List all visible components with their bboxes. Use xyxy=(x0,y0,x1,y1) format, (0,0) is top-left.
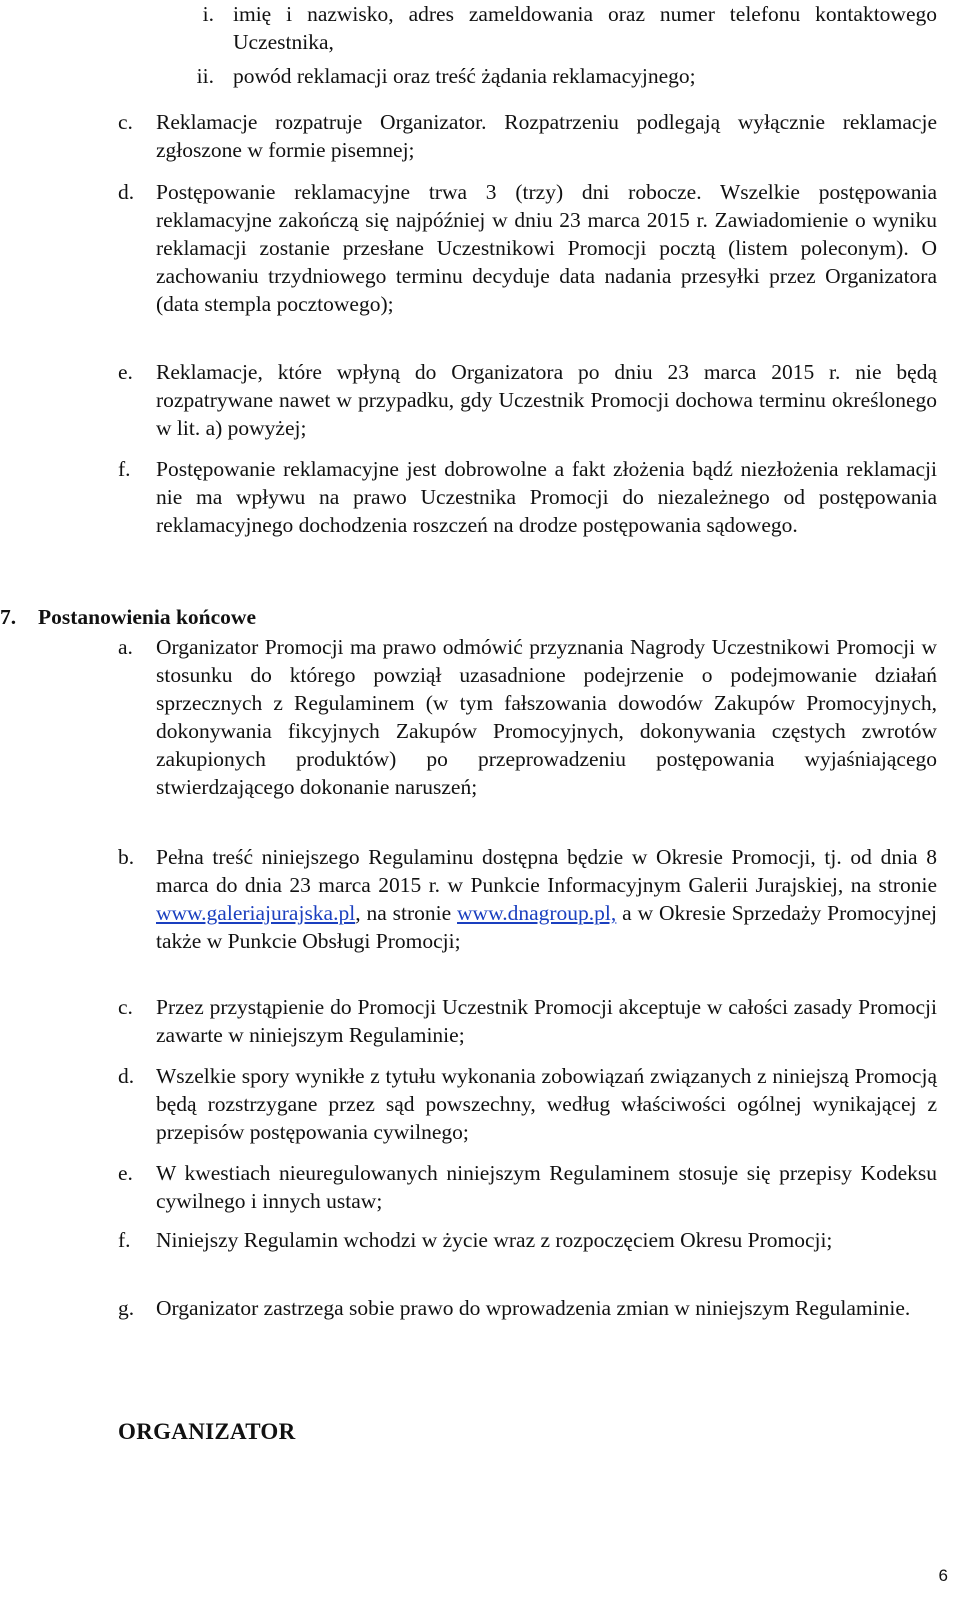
item-b-text-1: Pełna treść niniejszego Regulaminu dostępna będzie w Okresie Promocji, tj. od dnia 8 marca do dnia 23 marca 2015 r. w Punkcie Informacyjnym Galerii Jurajskiej, na stronie xyxy=(156,845,937,897)
list-item-text: Organizator zastrzega sobie prawo do wprowadzenia zmian w niniejszym Regulaminie. xyxy=(156,1296,911,1320)
list-marker: g. xyxy=(118,1296,135,1320)
list-marker: c. xyxy=(118,110,133,134)
list-item-text: W kwestiach nieuregulowanych niniejszym Regulaminem stosuje się przepisy Kodeksu cywilnego i innych ustaw; xyxy=(156,1161,937,1213)
list-item-text xyxy=(156,843,937,955)
page-number: 6 xyxy=(938,1566,948,1585)
list-marker: c. xyxy=(118,995,133,1019)
list-marker: f. xyxy=(118,457,131,481)
organizer-label: ORGANIZATOR xyxy=(118,1419,296,1444)
list-item-text: imię i nazwisko, adres zameldowania oraz numer telefonu kontaktowego Uczestnika, xyxy=(233,2,937,54)
list-item-text: Niniejszy Regulamin wchodzi w życie wraz z rozpoczęciem Okresu Promocji; xyxy=(156,1228,833,1252)
list-marker: e. xyxy=(118,360,133,384)
list-marker: i. xyxy=(202,2,214,26)
list-marker: a. xyxy=(118,635,133,659)
list-marker: b. xyxy=(118,845,135,869)
list-item-text: Reklamacje, które wpłyną do Organizatora po dniu 23 marca 2015 r. nie będą rozpatrywane nawet w przypadku, gdy Uczestnik Promocji dochowa terminu określonego w lit. a) powyżej; xyxy=(156,360,937,440)
section-heading xyxy=(0,603,256,631)
list-item-text: Postępowanie reklamacyjne trwa 3 (trzy) dni robocze. Wszelkie postępowania reklamacyjne zakończą się najpóźniej w dniu 23 marca 2015 r. Zawiadomienie o wyniku reklamacji zostanie przesłane Uczestnikowi Promocji pocztą (listem poleconym). O zachowaniu trzydniowego terminu decyduje data nadania przesyłki przez Organizatora (data stempla pocztowego); xyxy=(156,180,937,316)
galeriajurajska-link[interactable]: www.galeriajurajska.pl xyxy=(156,901,356,925)
section-number: 7. xyxy=(0,605,17,629)
section-title: Postanowienia końcowe xyxy=(38,605,256,629)
list-marker: ii. xyxy=(196,64,214,88)
list-item-text: Wszelkie spory wynikłe z tytułu wykonania zobowiązań związanych z niniejszą Promocją będą rozstrzygane przez sąd powszechny, według właściwości ogólnej wynikającej z przepisów postępowania cywilnego; xyxy=(156,1064,937,1144)
list-marker: e. xyxy=(118,1161,133,1185)
list-marker: d. xyxy=(118,180,135,204)
item-b-text-2: , na stronie xyxy=(355,901,458,925)
list-item-text: Organizator Promocji ma prawo odmówić przyznania Nagrody Uczestnikowi Promocji w stosunku do którego powziął uzasadnione podejrzenie o podejmowanie działań sprzecznych z Regulaminem (w tym fałszowania dowodów Zakupów Promocyjnych, dokonywania fikcyjnych Zakupów Promocyjnych, dokonywania częstych zwrotów zakupionych produktów) po przeprowadzeniu postępowania wyjaśniającego stwierdzającego dokonanie naruszeń; xyxy=(156,635,937,799)
list-item-text: Przez przystąpienie do Promocji Uczestnik Promocji akceptuje w całości zasady Promocji zawarte w niniejszym Regulaminie; xyxy=(156,995,937,1047)
item-b-text-3: a w Okresie Sprzedaży Promocyjnej także w Punkcie Obsługi Promocji; xyxy=(156,901,938,953)
dnagroup-link[interactable]: www.dnagroup.pl, xyxy=(457,901,617,925)
list-marker: d. xyxy=(118,1064,135,1088)
list-item-text: Postępowanie reklamacyjne jest dobrowolne a fakt złożenia bądź niezłożenia reklamacji nie ma wpływu na prawo Uczestnika Promocji do niezależnego od postępowania reklamacyjnego dochodzenia roszczeń na drodze postępowania sądowego. xyxy=(156,457,937,537)
list-item-text: powód reklamacji oraz treść żądania reklamacyjnego; xyxy=(233,64,696,88)
list-item-text: Reklamacje rozpatruje Organizator. Rozpatrzeniu podlegają wyłącznie reklamacje zgłoszone w formie pisemnej; xyxy=(156,110,937,162)
list-marker: f. xyxy=(118,1228,131,1252)
